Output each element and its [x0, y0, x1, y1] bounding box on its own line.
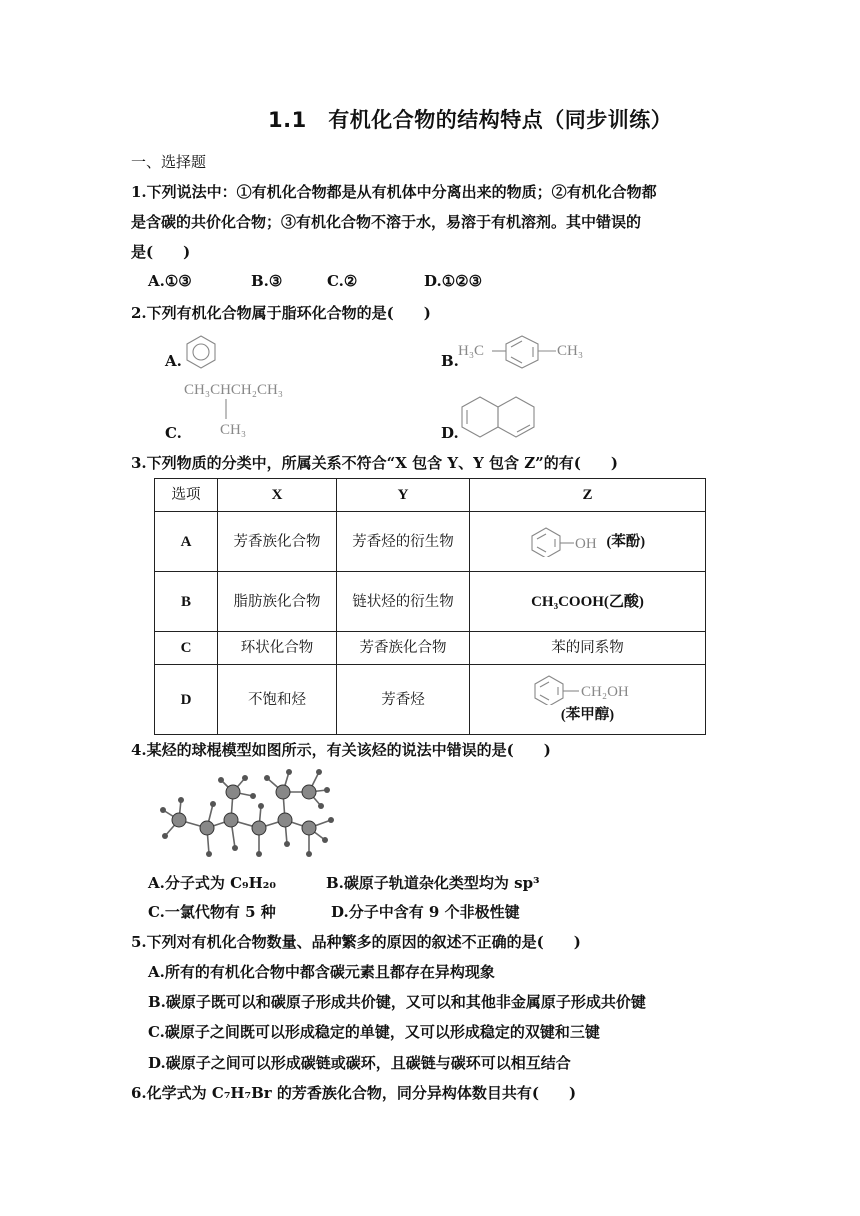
q1-option-c: C.②: [327, 272, 358, 290]
q2-option-b: B.: [441, 352, 459, 370]
row-x: 环状化合物: [218, 632, 337, 665]
row-x: 芳香族化合物: [218, 512, 337, 572]
q4-option-a: A.分子式为 C₉H₂₀: [148, 874, 276, 892]
row-x: 不饱和烃: [218, 665, 337, 735]
bicyclic-diene-structure: [458, 395, 538, 439]
q5-option-b: B.碳原子既可以和碳原子形成共价键，又可以和其他非金属原子形成共价键: [148, 993, 646, 1011]
row-y: 芳香族化合物: [337, 632, 470, 665]
classification-table: [154, 478, 706, 735]
q1-stem-line3: 是( ): [131, 243, 191, 261]
q6-stem: 6.化学式为 C₇H₇Br 的芳香族化合物，同分异构体数目共有( ): [131, 1084, 577, 1102]
q5-option-a: A.所有的有机化合物中都含碳元素且都存在异构现象: [148, 963, 495, 981]
q1-option-d: D.①②③: [424, 272, 483, 290]
row-z: CH₃COOH(乙酸): [470, 572, 706, 632]
benzene-structure: [183, 334, 219, 370]
row-option: C: [155, 632, 218, 665]
q4-option-d: D.分子中含有 9 个非极性键: [331, 903, 520, 921]
row-option: D: [155, 665, 218, 735]
isopentane-structure: [182, 374, 332, 440]
q3-stem: 3.下列物质的分类中，所属关系不符合“X 包含 Y、Y 包含 Z”的有( ): [131, 454, 619, 472]
table-row: [155, 572, 706, 632]
header-z: Z: [470, 479, 706, 512]
q4-option-b: B.碳原子轨道杂化类型均为 sp³: [326, 874, 540, 892]
row-z: 苯的同系物: [470, 632, 706, 665]
row-x: 脂肪族化合物: [218, 572, 337, 632]
q1-option-b: B.③: [251, 272, 283, 290]
q5-option-d: D.碳原子之间可以形成碳链或碳环，且碳链与碳环可以相互结合: [148, 1054, 571, 1072]
phenol-oh-label: OH: [574, 535, 597, 552]
z-name: (苯甲醇): [560, 706, 615, 723]
table-row: [155, 512, 706, 572]
page-title: 1.1 有机化合物的结构特点（同步训练）: [268, 108, 673, 132]
table-row: [155, 665, 706, 735]
b-left-group: H₃C: [458, 343, 485, 359]
q2-option-c: C.: [165, 424, 182, 442]
benzyl-ch2oh-label: CH₂OH: [580, 683, 629, 700]
row-y: 芳香烃的衍生物: [337, 512, 470, 572]
p-xylene-structure: [456, 333, 596, 369]
header-y: Y: [337, 479, 470, 512]
c-branch: CH₃: [220, 422, 247, 438]
table-header-row: [155, 479, 706, 512]
table-row: [155, 632, 706, 665]
row-y: 芳香烃: [337, 665, 470, 735]
c-top-chain: CH₃CHCH₂CH₃: [184, 382, 284, 398]
q4-stem: 4.某烃的球棍模型如图所示，有关该烃的说法中错误的是( ): [131, 741, 551, 759]
section-heading: 一、选择题: [131, 153, 207, 171]
q1-stem-line1: 1.下列说法中：①有机化合物都是从有机体中分离出来的物质；②有机化合物都: [131, 183, 657, 201]
b-right-group: CH₃: [557, 343, 584, 359]
q2-stem: 2.下列有机化合物属于脂环化合物的是( ): [131, 304, 431, 322]
q5-option-c: C.碳原子之间既可以形成稳定的单键，又可以形成稳定的双键和三键: [148, 1023, 600, 1041]
row-z: [470, 512, 706, 572]
q2-option-d: D.: [441, 424, 459, 442]
phenol-structure: [530, 527, 602, 557]
header-option: 选项: [155, 479, 218, 512]
q1-stem-line2: 是含碳的共价化合物；③有机化合物不溶于水，易溶于有机溶剂。其中错误的: [131, 213, 642, 231]
ball-stick-model: [155, 762, 335, 862]
benzyl-alcohol-structure: [533, 675, 643, 705]
row-option: A: [155, 512, 218, 572]
header-x: X: [218, 479, 337, 512]
row-z: [470, 665, 706, 735]
q2-option-a: A.: [165, 352, 182, 370]
row-option: B: [155, 572, 218, 632]
row-y: 链状烃的衍生物: [337, 572, 470, 632]
q1-option-a: A.①③: [148, 272, 192, 290]
q4-option-c: C.一氯代物有 5 种: [148, 903, 276, 921]
z-name: (苯酚): [606, 533, 646, 550]
q5-stem: 5.下列对有机化合物数量、品种繁多的原因的叙述不正确的是( ): [131, 933, 581, 951]
